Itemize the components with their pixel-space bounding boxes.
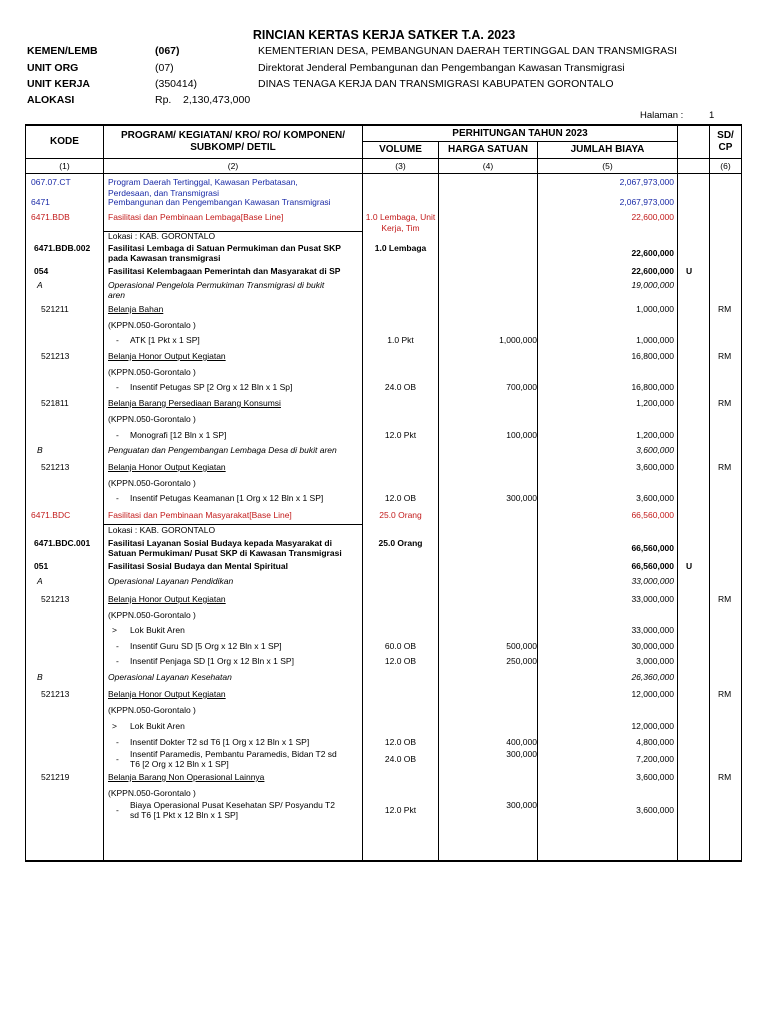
- row-desc: Fasilitasi Lembaga di Satuan Permukiman dan Pusat SKP: [108, 243, 341, 253]
- row-harga-satuan: 400,000: [506, 737, 537, 747]
- row-jumlah: 22,600,000: [631, 248, 674, 258]
- col-header-program-sub: SUBKOMP/ DETIL: [190, 142, 276, 153]
- row-desc: Belanja Barang Persediaan Barang Konsumsi: [108, 398, 281, 408]
- row-kode: 521213: [41, 462, 70, 472]
- row-jumlah: 3,600,000: [636, 462, 674, 472]
- page-label: Halaman :: [640, 110, 684, 121]
- row-harga-satuan: 300,000: [506, 493, 537, 503]
- row-desc: Belanja Bahan: [108, 304, 164, 314]
- row-bullet: -: [116, 382, 119, 392]
- row-kode: A: [37, 576, 43, 586]
- row-desc: Insentif Dokter T2 sd T6 [1 Org x 12 Bln x 1 SP]: [130, 737, 310, 747]
- header-key: UNIT ORG: [27, 62, 79, 74]
- row-harga-satuan: 500,000: [506, 641, 537, 651]
- row-desc-line2: Perdesaan, dan Transmigrasi: [108, 188, 220, 198]
- header-code: Rp. 2,130,473,000: [155, 94, 251, 106]
- row-desc: Operasional Layanan Pendidikan: [108, 576, 234, 586]
- row-kode: 6471: [31, 197, 50, 207]
- row-jumlah: 16,800,000: [631, 351, 674, 361]
- row-desc: Fasilitasi Layanan Sosial Budaya kepada Masyarakat di: [108, 538, 332, 548]
- col-border-left: [25, 124, 26, 862]
- header-key: ALOKASI: [27, 94, 75, 106]
- col-header-sdcp: SD/: [717, 130, 734, 141]
- document-title: RINCIAN KERTAS KERJA SATKER T.A. 2023: [252, 28, 516, 42]
- row-desc: Belanja Honor Output Kegiatan: [108, 351, 226, 361]
- col-header-jumlah: JUMLAH BIAYA: [570, 144, 645, 155]
- header-key: UNIT KERJA: [27, 78, 91, 90]
- header-code: (067): [155, 45, 180, 57]
- row-kode: 6471.BDB: [31, 212, 70, 222]
- row-sdcp: RM: [718, 772, 732, 782]
- row-jumlah: 12,000,000: [631, 721, 674, 731]
- row-jumlah: 2,067,973,000: [619, 197, 674, 207]
- row-kode: 6471.BDC.001: [34, 538, 91, 548]
- col-header-volume: VOLUME: [379, 144, 422, 155]
- row-volume: 24.0 OB: [384, 382, 417, 392]
- header-code: (350414): [155, 78, 198, 90]
- row-desc: Fasilitasi Sosial Budaya dan Mental Spiritual: [108, 561, 288, 571]
- header-value: Direktorat Jenderal Pembangunan dan Pengembangan Kawasan Transmigrasi: [258, 62, 625, 74]
- row-kode: 521811: [41, 398, 69, 408]
- row-jumlah: 4,800,000: [636, 737, 674, 747]
- header-value: DINAS TENAGA KERJA DAN TRANSMIGRASI KABUPATEN GORONTALO: [258, 78, 614, 90]
- row-sdcp: RM: [718, 689, 732, 699]
- row-kode: 521213: [41, 351, 70, 361]
- row-kode: B: [37, 672, 43, 682]
- row-desc: Program Daerah Tertinggal, Kawasan Perbatasan,: [108, 177, 298, 187]
- row-kode: 521219: [41, 772, 70, 782]
- row-volume: 12.0 OB: [384, 737, 417, 747]
- row-bullet: >: [112, 721, 117, 731]
- row-desc-line2: aren: [108, 290, 126, 300]
- header-value: KEMENTERIAN DESA, PEMBANGUNAN DAERAH TERTINGGAL DAN TRANSMIGRASI: [258, 45, 678, 57]
- row-desc: Insentif Petugas Keamanan [1 Org x 12 Bln x 1 SP]: [130, 493, 324, 503]
- col-border-jumlah: [677, 124, 678, 862]
- table-bottom-border: [25, 860, 742, 862]
- row-kode: 054: [34, 266, 49, 276]
- col-number: (6): [720, 161, 731, 171]
- row-jumlah: 33,000,000: [631, 576, 674, 586]
- row-bullet: >: [112, 625, 117, 635]
- row-volume: 1.0 Lembaga: [374, 243, 427, 253]
- row-desc: Belanja Honor Output Kegiatan: [108, 689, 226, 699]
- row-bullet: -: [116, 805, 119, 815]
- row-desc: ATK [1 Pkt x 1 SP]: [130, 335, 200, 345]
- row-harga-satuan: 100,000: [506, 430, 537, 440]
- col-header-program: PROGRAM/ KEGIATAN/ KRO/ RO/ KOMPONEN/: [120, 130, 346, 141]
- col-border-kode: [103, 124, 104, 862]
- row-desc-line2: T6 [2 Org x 12 Bln x 1 SP]: [130, 759, 229, 769]
- row-kode: 521211: [41, 304, 69, 314]
- row-desc: Fasilitasi dan Pembinaan Masyarakat[Base Line]: [108, 510, 292, 520]
- row-desc: (KPPN.050-Gorontalo ): [108, 478, 196, 488]
- row-jumlah: 2,067,973,000: [619, 177, 674, 187]
- row-kode: 6471.BDC: [31, 510, 71, 520]
- row-desc: Lok Bukit Aren: [130, 721, 185, 731]
- row-jumlah: 22,600,000: [631, 266, 674, 276]
- col-number: (3): [395, 161, 406, 171]
- row-sdcp: RM: [718, 594, 732, 604]
- col-header-kode: KODE: [50, 136, 79, 147]
- row-volume: 25.0 Orang: [379, 510, 422, 520]
- row-jumlah: 3,600,000: [636, 445, 674, 455]
- col-number: (1): [59, 161, 70, 171]
- row-jumlah: 66,560,000: [631, 510, 674, 520]
- row-volume: 24.0 OB: [384, 754, 417, 764]
- row-bullet: -: [116, 493, 119, 503]
- row-desc: Pembangunan dan Pengembangan Kawasan Transmigrasi: [108, 197, 331, 207]
- row-jumlah: 12,000,000: [631, 689, 674, 699]
- row-desc: Operasional Layanan Kesehatan: [108, 672, 232, 682]
- table-top-border: [25, 124, 742, 126]
- header-row-kemen: [0, 45, 768, 59]
- row-jumlah: 1,200,000: [636, 398, 674, 408]
- col-number: (4): [482, 161, 494, 171]
- row-desc: Insentif Paramedis, Pembantu Paramedis, Bidan T2 sd: [130, 749, 337, 759]
- row-desc: (KPPN.050-Gorontalo ): [108, 788, 196, 798]
- header-code: (07): [155, 62, 174, 74]
- col-header-harga: HARGA SATUAN: [448, 144, 528, 155]
- row-kode: A: [37, 280, 43, 290]
- row-desc: (KPPN.050-Gorontalo ): [108, 367, 196, 377]
- row-desc-line2: Satuan Permukiman/ Pusat SKP di Kawasan Transmigrasi: [108, 548, 342, 558]
- row-desc: Belanja Barang Non Operasional Lainnya: [108, 772, 265, 782]
- row-kode: 521213: [41, 689, 70, 699]
- row-sdcp: RM: [718, 398, 732, 408]
- row-desc-line2: pada Kawasan transmigrasi: [108, 253, 221, 263]
- row-desc: Belanja Honor Output Kegiatan: [108, 462, 226, 472]
- colnum-divider: [25, 173, 742, 174]
- row-jumlah: 1,000,000: [636, 304, 674, 314]
- col-number: (2): [227, 161, 239, 171]
- row-bullet: -: [116, 656, 119, 666]
- row-bullet: -: [116, 737, 119, 747]
- row-volume: 12.0 OB: [384, 493, 417, 503]
- row-jumlah: 3,600,000: [636, 493, 674, 503]
- row-jumlah: 30,000,000: [631, 641, 674, 651]
- row-jumlah: 66,560,000: [631, 561, 674, 571]
- row-volume: 60.0 OB: [384, 641, 417, 651]
- header-divider: [25, 158, 742, 159]
- row-harga-satuan: 300,000: [506, 800, 537, 810]
- col-header-perhitungan: PERHITUNGAN TAHUN 2023: [452, 128, 588, 139]
- row-desc: Lok Bukit Aren: [130, 625, 185, 635]
- perhitungan-divider: [363, 141, 678, 142]
- row-sdcp: U: [686, 561, 693, 571]
- row-kode: 521213: [41, 594, 70, 604]
- col-number: (5): [602, 161, 613, 171]
- row-jumlah: 19,000,000: [631, 280, 674, 290]
- header-row-unit-org: [0, 62, 768, 76]
- row-harga-satuan: 700,000: [506, 382, 537, 392]
- row-harga-satuan: 300,000: [506, 749, 537, 759]
- header-row-unit-kerja: [0, 78, 768, 92]
- row-jumlah: 33,000,000: [631, 625, 674, 635]
- row-jumlah: 3,600,000: [636, 772, 674, 782]
- row-desc: Belanja Honor Output Kegiatan: [108, 594, 226, 604]
- row-jumlah: 3,000,000: [636, 656, 674, 666]
- row-harga-satuan: 250,000: [506, 656, 537, 666]
- row-desc: Lokasi : KAB. GORONTALO: [108, 231, 216, 241]
- row-jumlah: 1,200,000: [636, 430, 674, 440]
- row-volume: 1.0 Pkt: [387, 335, 414, 345]
- row-volume: 1.0 Lembaga, Unit: [365, 212, 436, 222]
- row-desc: Lokasi : KAB. GORONTALO: [108, 525, 216, 535]
- row-desc: Fasilitasi dan Pembinaan Lembaga[Base Line]: [108, 212, 284, 222]
- row-volume: 12.0 Pkt: [384, 430, 417, 440]
- row-desc: Monografi [12 Bln x 1 SP]: [130, 430, 227, 440]
- page-number: 1: [709, 110, 715, 121]
- row-bullet: -: [116, 430, 119, 440]
- row-jumlah: 3,600,000: [636, 805, 674, 815]
- row-desc: Biaya Operasional Pusat Kesehatan SP/ Posyandu T2: [130, 800, 335, 810]
- row-desc: (KPPN.050-Gorontalo ): [108, 414, 196, 424]
- row-desc: Insentif Penjaga SD [1 Org x 12 Bln x 1 SP]: [130, 656, 294, 666]
- row-sdcp: RM: [718, 351, 732, 361]
- row-bullet: -: [116, 754, 119, 764]
- row-kode: 6471.BDB.002: [34, 243, 91, 253]
- row-volume-line2: Kerja, Tim: [381, 223, 420, 233]
- header-key: KEMEN/LEMB: [27, 45, 98, 57]
- row-jumlah: 16,800,000: [631, 382, 674, 392]
- row-harga-satuan: 1,000,000: [499, 335, 537, 345]
- row-kode: 051: [34, 561, 49, 571]
- row-desc: (KPPN.050-Gorontalo ): [108, 705, 196, 715]
- header-row-alokasi: [0, 94, 768, 108]
- row-jumlah: 33,000,000: [631, 594, 674, 604]
- row-desc: Penguatan dan Pengembangan Lembaga Desa di bukit aren: [108, 445, 337, 455]
- row-desc: Fasilitasi Kelembagaan Pemerintah dan Masyarakat di SP: [108, 266, 341, 276]
- row-desc: Insentif Guru SD [5 Org x 12 Bln x 1 SP]: [130, 641, 282, 651]
- row-bullet: -: [116, 641, 119, 651]
- row-desc-line2: sd T6 [1 Pkt x 12 Bln x 1 SP]: [130, 810, 239, 820]
- row-jumlah: 1,000,000: [636, 335, 674, 345]
- row-jumlah: 22,600,000: [631, 212, 674, 222]
- row-volume: 12.0 OB: [384, 656, 417, 666]
- col-header-sdcp-2: CP: [718, 142, 733, 153]
- row-volume: 12.0 Pkt: [384, 805, 417, 815]
- row-bullet: -: [116, 335, 119, 345]
- row-desc: Operasional Pengelola Permukiman Transmigrasi di bukit: [108, 280, 325, 290]
- row-jumlah: 26,360,000: [631, 672, 674, 682]
- col-border-u: [709, 124, 710, 862]
- row-volume: 25.0 Orang: [378, 538, 423, 548]
- row-sdcp: RM: [718, 462, 732, 472]
- row-desc: Insentif Petugas SP [2 Org x 12 Bln x 1 Sp]: [130, 382, 293, 392]
- row-jumlah: 7,200,000: [636, 754, 674, 764]
- row-kode: B: [37, 445, 43, 455]
- row-kode: 067.07.CT: [31, 177, 71, 187]
- row-sdcp: RM: [718, 304, 732, 314]
- col-border-right: [741, 124, 742, 862]
- row-desc: (KPPN.050-Gorontalo ): [108, 610, 196, 620]
- row-sdcp: U: [686, 266, 693, 276]
- row-desc: (KPPN.050-Gorontalo ): [108, 320, 196, 330]
- row-jumlah: 66,560,000: [631, 543, 674, 553]
